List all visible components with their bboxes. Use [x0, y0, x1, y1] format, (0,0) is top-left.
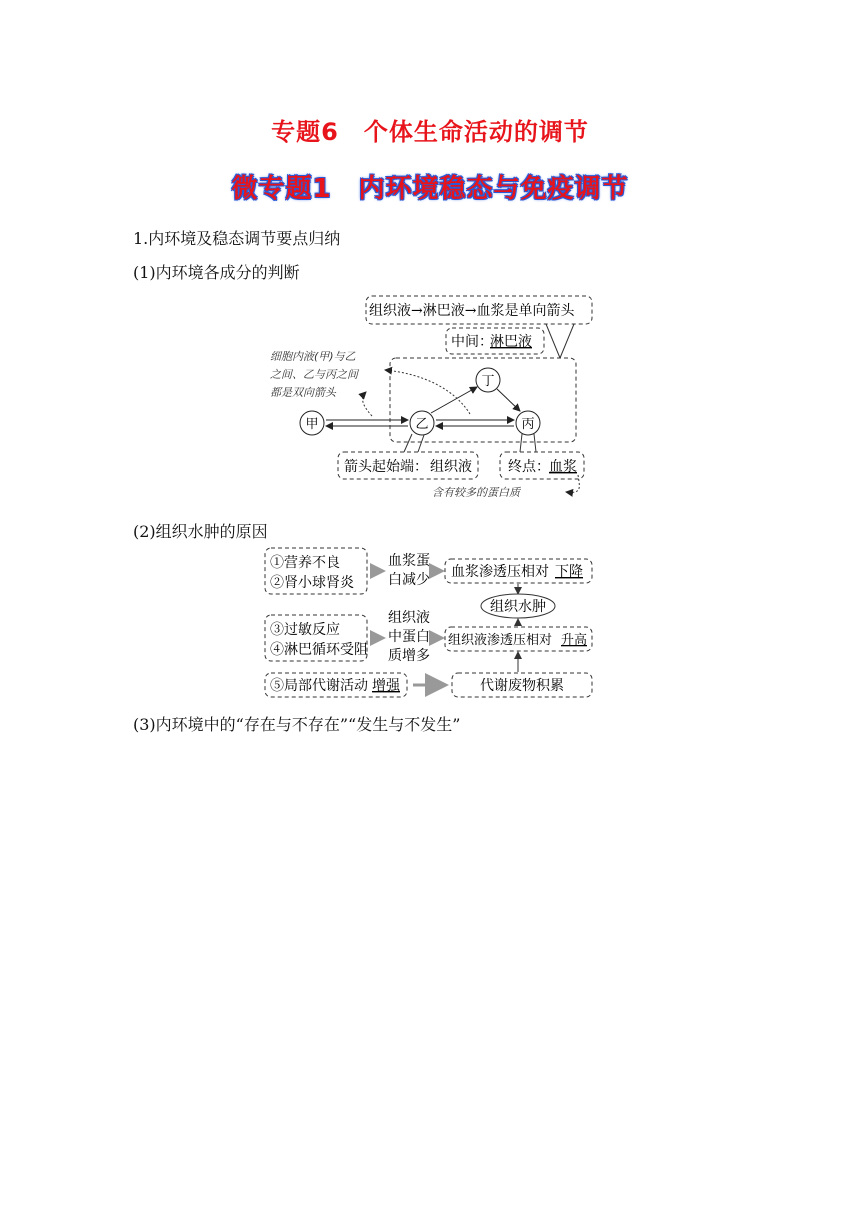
section-heading: 1.内环境及稳态调节要点归纳 [133, 229, 341, 248]
top-rule-text: 组织液→淋巴液→血浆是单向箭头 [369, 303, 575, 319]
result-1-prefix: 血浆渗透压相对 [451, 564, 549, 580]
result-3: 代谢废物积累 [480, 678, 564, 694]
note-left-line1: 细胞内液(甲)与乙 [270, 350, 356, 363]
mid-1a: 血浆蛋 [388, 553, 430, 569]
cause-1a: ①营养不良 [270, 555, 340, 571]
cause-2b: ④淋巴循环受阻 [270, 642, 368, 658]
edema-center: 组织水肿 [490, 599, 546, 615]
page-subtitle: 微专题1 内环境稳态与免疫调节 [231, 174, 629, 204]
node-bing-label: 丙 [521, 417, 535, 432]
mid-2b: 中蛋白 [388, 629, 430, 645]
mid-2c: 质增多 [388, 648, 430, 664]
page-title: 专题6 个体生命活动的调节 [271, 118, 589, 146]
subheading-edema: (2)组织水肿的原因 [133, 522, 268, 541]
node-jia-label: 甲 [305, 417, 319, 432]
end-prefix: 终点： [508, 459, 550, 475]
middle-prefix: 中间： [451, 334, 493, 350]
cause-2a: ③过敏反应 [270, 622, 340, 638]
result-1-value: 下降 [555, 564, 583, 580]
middle-value: 淋巴液 [490, 334, 532, 350]
node-ding-label: 丁 [481, 374, 495, 389]
mid-1b: 白减少 [388, 572, 430, 588]
note-left-line3: 都是双向箭头 [270, 386, 336, 399]
internal-environment-diagram [0, 0, 860, 520]
edema-causes-diagram [0, 540, 860, 710]
result-2-value: 升高 [561, 633, 588, 648]
cause-3-value: 增强 [372, 678, 400, 694]
node-yi-label: 乙 [415, 417, 429, 432]
result-2-prefix: 组织液渗透压相对 [448, 633, 553, 648]
mid-2a: 组织液 [388, 610, 430, 626]
start-prefix: 箭头起始端： [344, 459, 428, 475]
subheading-components: (1)内环境各成分的判断 [133, 263, 300, 282]
start-value: 组织液 [430, 459, 472, 475]
cause-1b: ②肾小球肾炎 [270, 575, 354, 591]
note-bottom: 含有较多的蛋白质 [432, 486, 520, 499]
note-left-line2: 之间、乙与丙之间 [270, 368, 358, 381]
end-value: 血浆 [549, 459, 577, 475]
cause-3-prefix: ⑤局部代谢活动 [270, 678, 368, 694]
subheading-exist: (3)内环境中的“存在与不存在”“发生与不发生” [133, 715, 461, 734]
